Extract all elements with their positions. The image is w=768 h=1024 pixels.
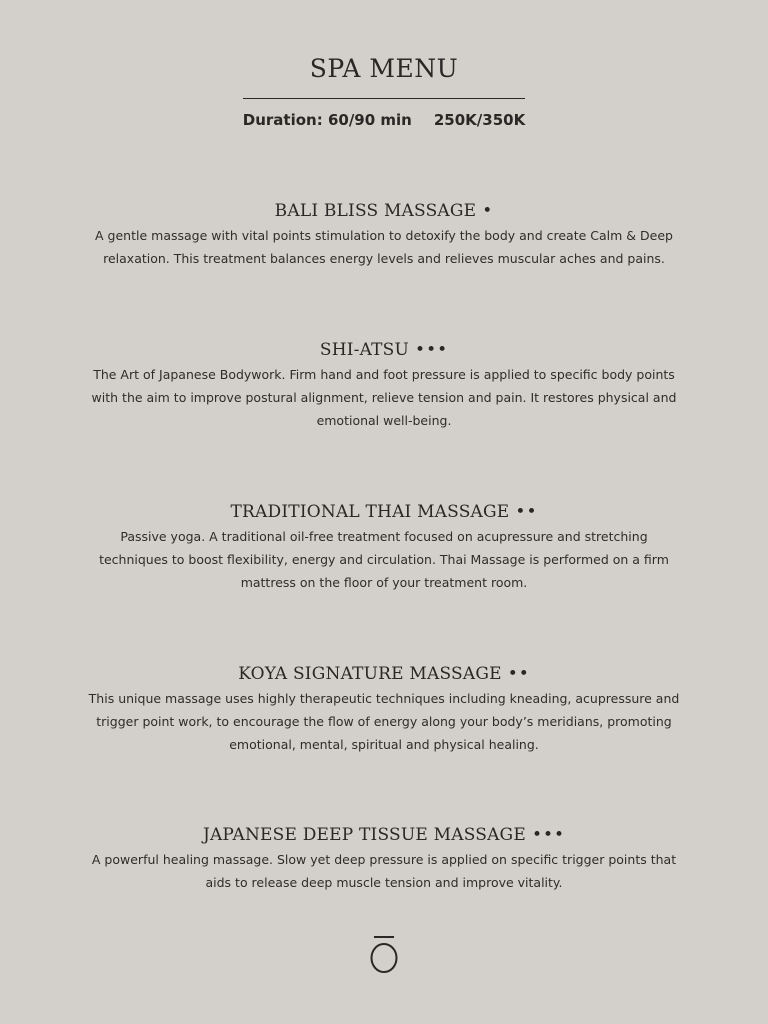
title-divider — [243, 98, 525, 99]
menu-item-koya-signature — [0, 662, 768, 756]
menu-item-title: BALI BLISS MASSAGE • — [274, 201, 494, 221]
menu-item-shi-atsu — [0, 338, 768, 432]
menu-item-bali-bliss — [0, 199, 768, 270]
intensity-dots: ••• — [415, 340, 449, 360]
menu-item-title: SHI-ATSU ••• — [319, 340, 449, 360]
intensity-dots: •• — [515, 502, 538, 522]
page-title: SPA MENU — [309, 54, 459, 83]
menu-item-description: The Art of Japanese Bodywork. Firm hand and foot pressure is applied to specific body points with the aim to improve postural alignment, relieve tension and pain. It restores physical and emotional well-being. — [91, 367, 677, 428]
menu-item-description: This unique massage uses highly therapeutic techniques including kneading, acupressure and trigger point work, to encourage the flow of energy along your body’s meridians, promoting emotional, mental, spiritual and physical healing. — [88, 691, 680, 752]
o-macron-logo-icon — [364, 932, 404, 976]
duration-label: Duration: 60/90 min — [242, 111, 412, 129]
menu-item-traditional-thai — [0, 500, 768, 594]
menu-item-japanese-deep-tissue — [0, 823, 768, 894]
price-label: 250K/350K — [433, 111, 526, 129]
intensity-dots: ••• — [531, 825, 566, 845]
menu-item-title: TRADITIONAL THAI MASSAGE •• — [230, 502, 538, 522]
duration-price-line — [0, 109, 768, 131]
menu-item-description: Passive yoga. A traditional oil-free treatment focused on acupressure and stretching techniques to boost flexibility, energy and circulation. Thai Massage is performed on a firm mattress on the floor of your treatment room. — [99, 529, 669, 590]
menu-item-title: KOYA SIGNATURE MASSAGE •• — [238, 664, 530, 684]
intensity-dots: •• — [507, 664, 530, 684]
menu-item-title: JAPANESE DEEP TISSUE MASSAGE ••• — [202, 825, 566, 845]
menu-item-description: A powerful healing massage. Slow yet deep pressure is applied on specific trigger points that aids to release deep muscle tension and improve vitality. — [91, 852, 677, 890]
menu-item-description: A gentle massage with vital points stimulation to detoxify the body and create Calm & Deep relaxation. This treatment balances energy levels and relieves muscular aches and pains. — [95, 228, 673, 266]
intensity-dots: • — [482, 201, 494, 221]
